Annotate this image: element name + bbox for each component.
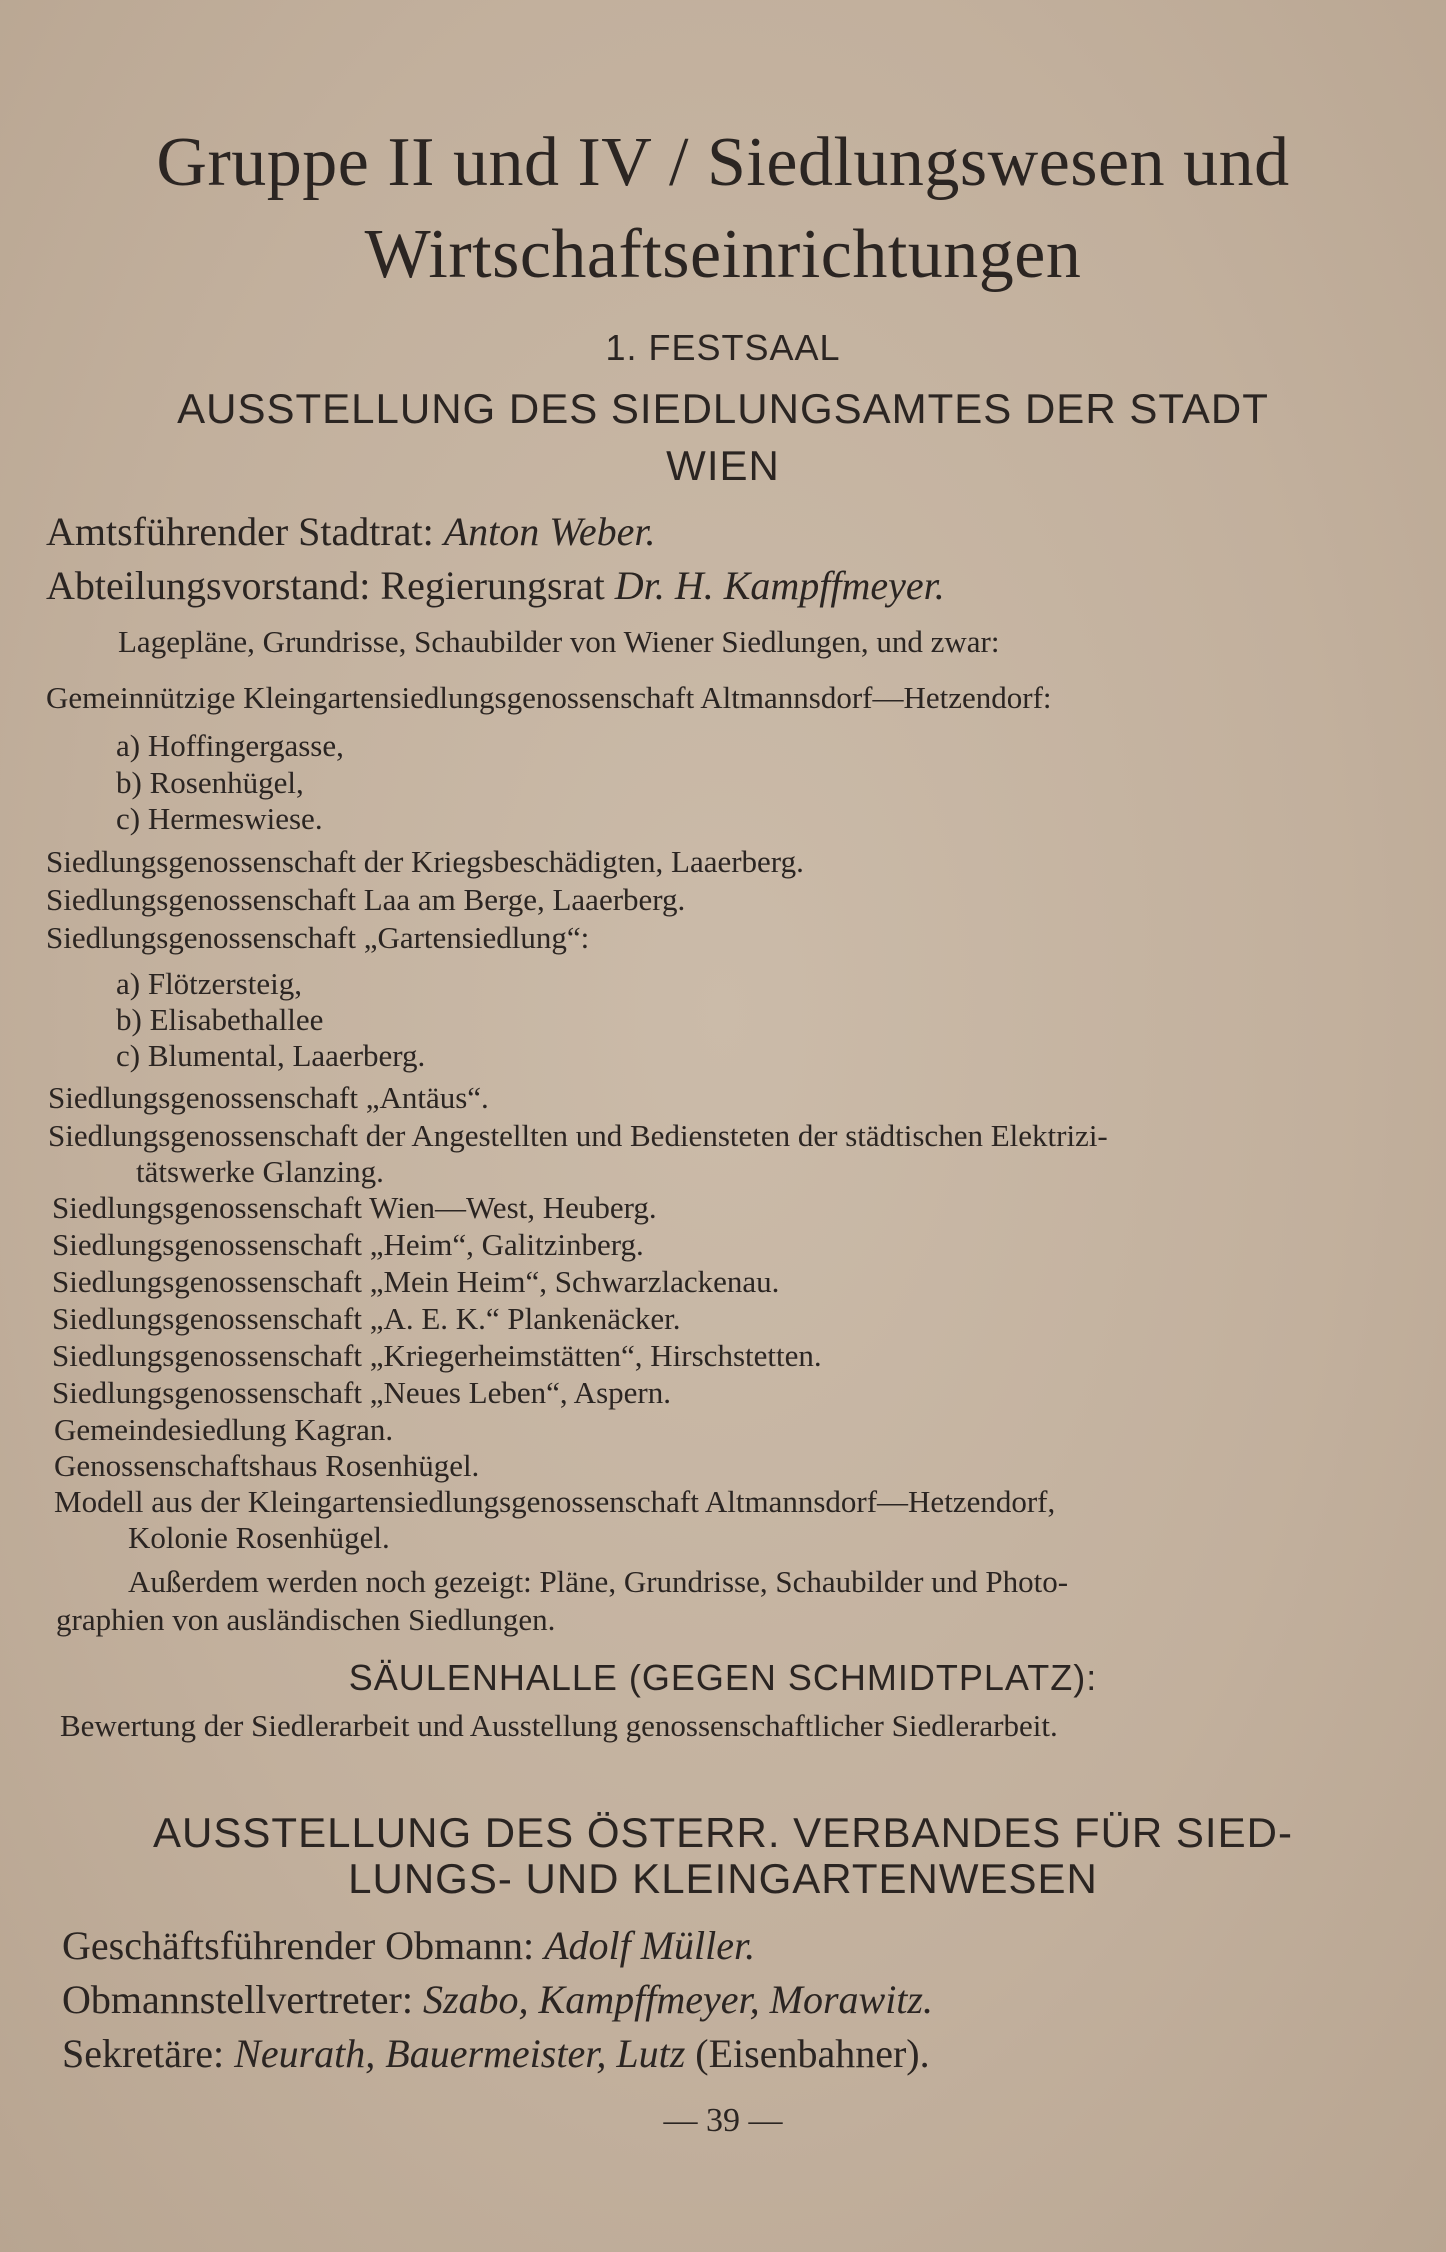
entry-line: Siedlungsgenossenschaft Laa am Berge, Laaerberg. bbox=[46, 882, 686, 917]
entry-line: Siedlungsgenossenschaft „Mein Heim“, Schwarzlackenau. bbox=[52, 1264, 780, 1299]
entry-line: Siedlungsgenossenschaft „A. E. K.“ Plankenäcker. bbox=[52, 1301, 681, 1336]
entry-line: c) Hermeswiese. bbox=[116, 801, 323, 836]
entry-line: Außerdem werden noch gezeigt: Pläne, Grundrisse, Schaubilder und Photo- bbox=[128, 1564, 1069, 1599]
entry-line: b) Rosenhügel, bbox=[116, 765, 304, 800]
entry-line: Siedlungsgenossenschaft „Heim“, Galitzinberg. bbox=[52, 1227, 644, 1262]
intro-text: Lagepläne, Grundrisse, Schaubilder von Wiener Siedlungen, und zwar: bbox=[118, 624, 1000, 659]
entry-line: Siedlungsgenossenschaft Wien—West, Heuberg. bbox=[52, 1190, 657, 1225]
entry-line: graphien von ausländischen Siedlungen. bbox=[56, 1602, 556, 1637]
entry-line: Gemeinnützige Kleingartensiedlungsgenossenschaft Altmannsdorf—Hetzendorf: bbox=[46, 680, 1052, 715]
sekretaere-label: Sekretäre: bbox=[62, 2031, 225, 2076]
section-heading-verband-line-1: AUSSTELLUNG DES ÖSTERR. VERBANDES FÜR SIED- bbox=[153, 1809, 1293, 1856]
saeulenhalle-text: Bewertung der Siedlerarbeit und Ausstellung genossenschaftlicher Siedlerarbeit. bbox=[60, 1708, 1058, 1743]
stadtrat-label: Amtsführender Stadtrat: bbox=[46, 509, 434, 554]
obmann-name: Adolf Müller. bbox=[544, 1923, 756, 1968]
stadtrat-name: Anton Weber. bbox=[443, 509, 656, 554]
entry-line: a) Flötzersteig, bbox=[116, 966, 302, 1001]
stellvertreter-label: Obmannstellvertreter: bbox=[62, 1977, 413, 2022]
vorstand-name: Dr. H. Kampffmeyer. bbox=[614, 563, 945, 608]
entry-line: Siedlungsgenossenschaft der Kriegsbeschädigten, Laaerberg. bbox=[46, 844, 804, 879]
obmann-label: Geschäftsführender Obmann: bbox=[62, 1923, 535, 1968]
section-heading-verband-line-2: LUNGS- UND KLEINGARTENWESEN bbox=[348, 1855, 1098, 1902]
entry-line: Siedlungsgenossenschaft „Kriegerheimstätten“, Hirschstetten. bbox=[52, 1338, 822, 1373]
entry-line: Siedlungsgenossenschaft „Gartensiedlung“: bbox=[46, 920, 590, 955]
entry-line: Siedlungsgenossenschaft „Neues Leben“, Aspern. bbox=[52, 1375, 671, 1410]
stellvertreter-names: Szabo, Kampffmeyer, Morawitz. bbox=[422, 1977, 933, 2022]
entry-line: Siedlungsgenossenschaft der Angestellten und Bediensteten der städtischen Elektrizi- bbox=[48, 1118, 1108, 1153]
page-number: — 39 — bbox=[663, 2102, 783, 2139]
page-title-line-1: Gruppe II und IV / Siedlungswesen und bbox=[156, 124, 1290, 201]
location-festsaal: 1. FESTSAAL bbox=[605, 327, 841, 368]
vorstand-label: Abteilungsvorstand: Regierungsrat bbox=[46, 563, 605, 608]
entry-line: Gemeindesiedlung Kagran. bbox=[54, 1412, 394, 1447]
sekretaere-line bbox=[62, 2031, 930, 2076]
saeulenhalle-heading: SÄULENHALLE (GEGEN SCHMIDTPLATZ): bbox=[348, 1657, 1098, 1698]
section-heading-siedlungsamt-line-1: AUSSTELLUNG DES SIEDLUNGSAMTES DER STADT bbox=[177, 385, 1269, 432]
obmann-line bbox=[62, 1923, 756, 1968]
entry-line: c) Blumental, Laaerberg. bbox=[116, 1038, 426, 1073]
sekretaere-names: Neurath, Bauermeister, Lutz bbox=[234, 2031, 686, 2076]
entry-line: Modell aus der Kleingartensiedlungsgenossenschaft Altmannsdorf—Hetzendorf, bbox=[54, 1484, 1056, 1519]
sekretaere-suffix: (Eisenbahner). bbox=[695, 2031, 930, 2076]
entry-line: Siedlungsgenossenschaft „Antäus“. bbox=[48, 1080, 489, 1115]
section-heading-siedlungsamt-line-2: WIEN bbox=[666, 442, 780, 489]
stellvertreter-line bbox=[62, 1977, 933, 2022]
vorstand-line bbox=[46, 563, 945, 608]
page-title-line-2: Wirtschaftseinrichtungen bbox=[364, 216, 1082, 293]
stadtrat-line bbox=[46, 509, 656, 554]
entry-line: Genossenschaftshaus Rosenhügel. bbox=[54, 1448, 480, 1483]
entry-line: tätswerke Glanzing. bbox=[136, 1154, 384, 1189]
entry-line: a) Hoffingergasse, bbox=[116, 728, 344, 763]
entry-line: Kolonie Rosenhügel. bbox=[128, 1520, 390, 1555]
entry-line: b) Elisabethallee bbox=[116, 1002, 324, 1037]
